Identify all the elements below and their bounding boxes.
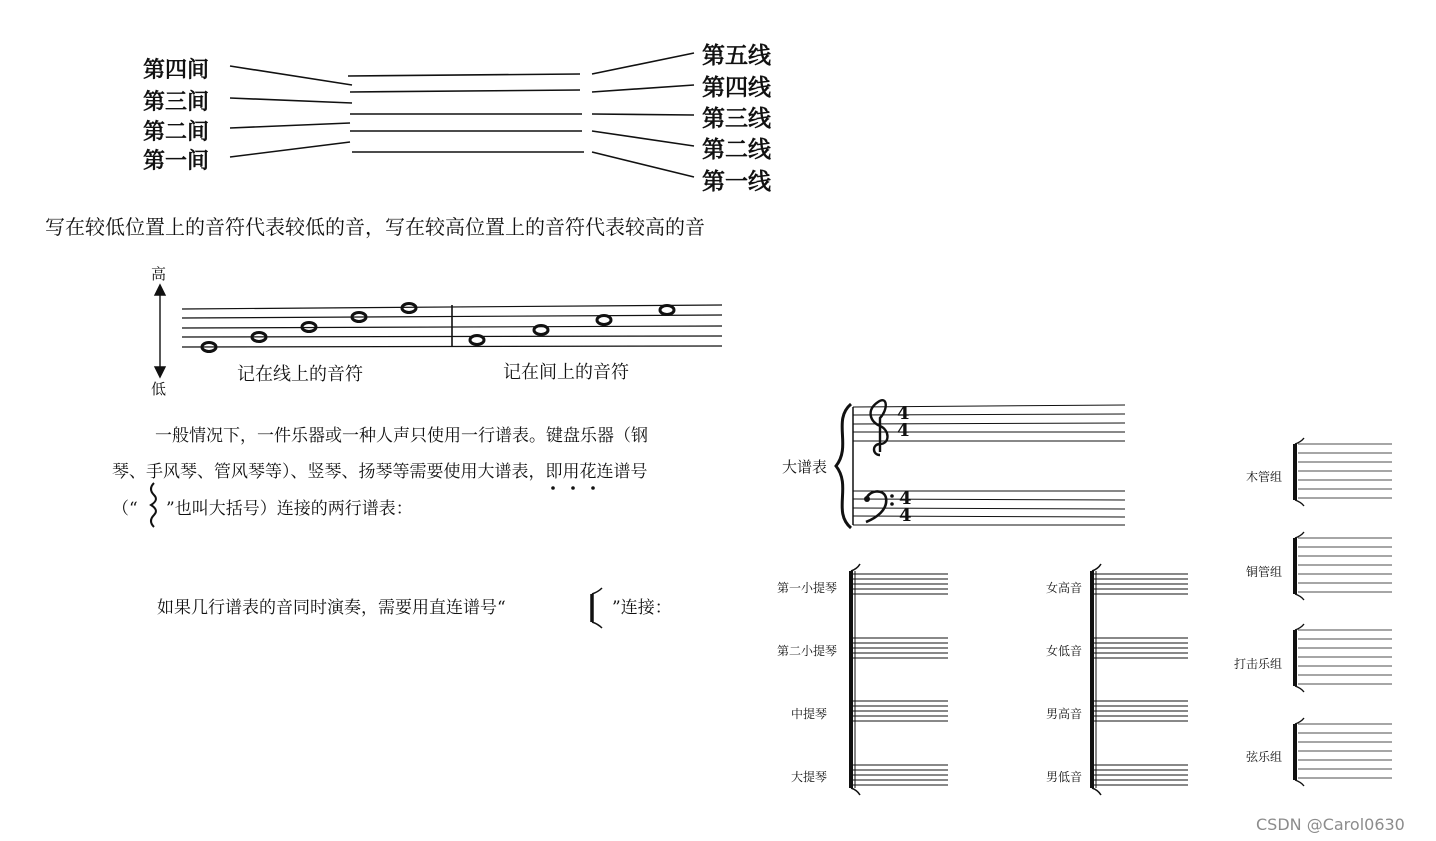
pointer-line-3 xyxy=(592,114,694,115)
string-label-violin-2: 第二小提琴 xyxy=(777,644,838,658)
line-label-1: 第一线 xyxy=(702,168,771,195)
line-label-3: 第三线 xyxy=(702,105,771,132)
notes-in-spaces xyxy=(470,306,674,345)
space-label-1: 第一间 xyxy=(143,148,210,174)
space-label-3: 第三间 xyxy=(143,89,210,115)
pointer-space-4 xyxy=(230,66,352,85)
pitch-sentence: 写在较低位置上的音符代表较低的音，写在较高位置上的音符代表较高的音 xyxy=(45,215,705,239)
voice-label-soprano: 女高音 xyxy=(1046,581,1083,595)
grand-staff-text-line-1: 一般情况下，一件乐器或一种人声只使用一行谱表。键盘乐器（钢 xyxy=(155,426,648,446)
bracket-text-after: ”连接： xyxy=(612,598,672,618)
treble-staff xyxy=(853,405,1125,441)
bass-time-bottom: 4 xyxy=(899,505,912,526)
orchestra-label-brass: 铜管组 xyxy=(1246,565,1283,579)
space-label-2: 第二间 xyxy=(143,119,210,145)
voice-label-tenor: 男高音 xyxy=(1046,707,1083,721)
orchestra-label-woodwind: 木管组 xyxy=(1246,470,1283,484)
pointer-space-3 xyxy=(230,98,352,103)
line-label-2: 第二线 xyxy=(702,136,771,163)
treble-clef-icon xyxy=(871,400,888,455)
voice-group-staves xyxy=(1092,564,1188,795)
pitch-arrow xyxy=(155,285,165,377)
string-label-cello: 大提琴 xyxy=(791,770,828,784)
space-label-4: 第四间 xyxy=(143,57,210,83)
grand-staff xyxy=(836,400,1125,528)
grand-staff-label: 大谱表 xyxy=(782,458,828,476)
staff-line-5 xyxy=(348,74,580,76)
pointer-space-2 xyxy=(230,123,350,128)
low-label: 低 xyxy=(151,380,167,398)
high-label: 高 xyxy=(151,265,167,283)
note-in-space-2 xyxy=(534,326,548,335)
orchestra-label-percussion: 打击乐组 xyxy=(1234,657,1283,671)
grand-staff-text-line-3a: （“ xyxy=(112,499,138,519)
bass-time-top: 4 xyxy=(899,488,912,509)
staff-line-4 xyxy=(350,90,580,92)
string-label-viola: 中提琴 xyxy=(791,707,828,721)
grand-staff-text-line-2: 琴、手风琴、管风琴等）、竖琴、扬琴等需要使用大谱表，即用花连谱号 xyxy=(112,462,648,482)
orchestra-label-strings: 弦乐组 xyxy=(1246,750,1283,764)
bass-staff xyxy=(853,488,1125,525)
pointer-line-2 xyxy=(592,131,694,146)
pointer-line-1 xyxy=(592,152,694,177)
grand-staff-text-line-3b: ”也叫大括号）连接的两行谱表： xyxy=(166,499,413,519)
string-label-violin-1: 第一小提琴 xyxy=(777,581,838,595)
note-in-space-3 xyxy=(597,316,611,325)
bracket-symbol-icon xyxy=(592,588,602,628)
pointer-space-1 xyxy=(230,142,350,157)
emphasis-dots xyxy=(551,486,595,490)
grand-staff-brace-icon xyxy=(836,404,851,528)
pointer-line-5 xyxy=(592,53,694,74)
watermark: CSDN @Carol0630 xyxy=(1256,815,1405,834)
note-in-space-4 xyxy=(660,306,674,315)
bass-clef-icon xyxy=(864,491,894,522)
on-lines-caption: 记在线上的音符 xyxy=(237,364,363,385)
line-label-4: 第四线 xyxy=(702,74,771,101)
orchestra-group-staves xyxy=(1295,438,1392,786)
bracket-text-before: 如果几行谱表的音同时演奏，需要用直连谱号“ xyxy=(157,598,506,618)
in-spaces-caption: 记在间上的音符 xyxy=(503,362,629,383)
treble-time-bottom: 4 xyxy=(897,420,910,441)
pointer-line-4 xyxy=(592,85,694,92)
note-in-space-1 xyxy=(470,336,484,345)
string-group-staves xyxy=(851,564,948,795)
voice-label-bass: 男低音 xyxy=(1046,770,1083,784)
note-on-line-5 xyxy=(402,304,416,313)
voice-label-alto: 女低音 xyxy=(1046,644,1083,658)
line-label-5: 第五线 xyxy=(702,42,771,69)
brace-symbol-icon xyxy=(151,483,156,527)
treble-time-top: 4 xyxy=(897,403,910,424)
